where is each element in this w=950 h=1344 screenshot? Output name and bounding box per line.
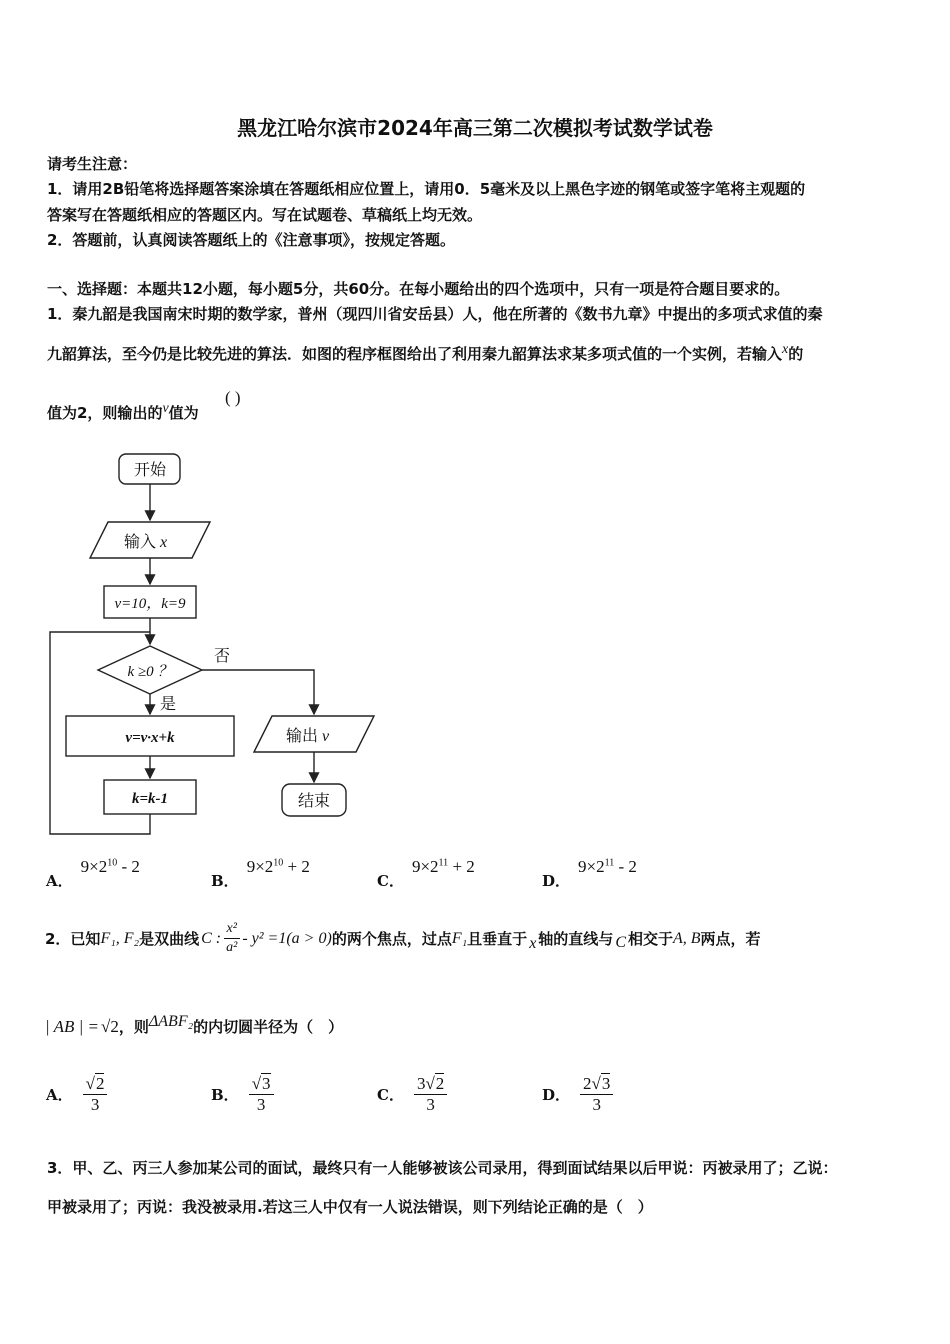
q2-text: 相交于 bbox=[627, 930, 673, 948]
q1-line-3-text: 值为2，则输出的 bbox=[47, 404, 163, 422]
section-heading: 一、选择题：本题共12小题，每小题5分，共60分。在每小题给出的四个选项中，只有一项是符合题目要求的。 bbox=[47, 280, 790, 298]
q2-text: 的内切圆半径为（ ） bbox=[193, 1018, 344, 1036]
q2-text: ，则 bbox=[118, 1018, 149, 1036]
q3-line-2: 甲被录用了；丙说：我没被录用.若这三人中仅有一人说法错误，则下列结论正确的是（ ） bbox=[47, 1198, 653, 1216]
q1-option-a[interactable] bbox=[46, 856, 140, 890]
program-flowchart bbox=[40, 448, 385, 843]
q1-answer-paren: ( ) bbox=[225, 388, 241, 407]
flow-yes-label: 是 bbox=[160, 694, 177, 713]
q2-x-var: x bbox=[529, 934, 537, 952]
flow-output-var: v bbox=[322, 728, 330, 745]
q2-ab: A, B bbox=[673, 929, 701, 947]
option-label: D． bbox=[542, 1086, 571, 1104]
option-expr: $9\times 2^{11} + 2$ bbox=[411, 857, 475, 876]
q1-line-2-end: 的 bbox=[788, 345, 804, 363]
flow-cond-label: k ≥0 ？ bbox=[127, 664, 173, 680]
q1-line-2 bbox=[47, 342, 803, 364]
q1-line-3 bbox=[47, 401, 199, 423]
q1-option-d[interactable] bbox=[542, 856, 637, 890]
flow-output-label: 输出 bbox=[286, 726, 319, 745]
q1-line-1: 1．秦九韶是我国南宋时期的数学家，普州（现四川省安岳县）人，他在所著的《数书九章》中提出的多项式求值的秦 bbox=[47, 305, 823, 323]
q1-line-2-text: 九韶算法，至今仍是比较先进的算法．如图的程序框图给出了利用秦九韶算法求某多项式值的一个实例，若输入 bbox=[47, 345, 783, 363]
flow-input-var: x bbox=[160, 534, 168, 551]
option-fraction: $\frac{√3}{3}$ bbox=[249, 1074, 274, 1115]
flow-no-line bbox=[202, 670, 314, 714]
q2-foci: F₁, F₂ bbox=[100, 929, 140, 947]
q2-curve-rest: - y² =1(a > 0) bbox=[242, 929, 332, 947]
notice-line-1: 1．请用2B铅笔将选择题答案涂填在答题纸相应位置上，请用0．5毫米及以上黑色字迹的钢笔或签字笔将主观题的 bbox=[47, 180, 806, 198]
q3-line-1: 3．甲、乙、丙三人参加某公司的面试，最终只有一人能够被该公司录用，得到面试结果以后甲说：丙被录用了；乙说： bbox=[47, 1159, 838, 1177]
q2-condition-right: √2 bbox=[101, 1016, 119, 1036]
q2-f1: F₁ bbox=[451, 929, 468, 947]
q2-option-c[interactable] bbox=[377, 1074, 447, 1115]
option-label: B． bbox=[211, 872, 239, 890]
flow-input-label: 输入 bbox=[124, 532, 157, 551]
flow-start-label: 开始 bbox=[133, 460, 167, 479]
q2-line-2 bbox=[45, 1012, 344, 1037]
option-expr: $9\times 2^{10} + 2$ bbox=[246, 857, 310, 876]
option-label: A． bbox=[46, 872, 73, 890]
q2-text: 是双曲线 bbox=[139, 930, 200, 948]
q1-line-3-end: 值为 bbox=[168, 404, 199, 422]
q1-var-v: v bbox=[162, 401, 169, 416]
option-fraction: $\frac{3√2}{3}$ bbox=[414, 1074, 447, 1115]
q2-text: 2．已知 bbox=[45, 930, 101, 948]
flow-end-label: 结束 bbox=[297, 791, 331, 810]
option-fraction: $\frac{√2}{3}$ bbox=[83, 1074, 108, 1115]
q2-curve-c: C : bbox=[201, 929, 222, 947]
q2-text: 的两个焦点，过点 bbox=[331, 930, 452, 948]
q2-text: 两点，若 bbox=[700, 930, 761, 948]
notice-heading: 请考生注意： bbox=[47, 155, 138, 173]
option-expr: $9\times 2^{10} - 2$ bbox=[80, 857, 140, 876]
q2-c-var: C bbox=[615, 933, 626, 951]
q1-option-c[interactable] bbox=[377, 856, 475, 890]
flow-no-label: 否 bbox=[214, 646, 231, 665]
option-label: D． bbox=[542, 872, 571, 890]
q2-option-b[interactable] bbox=[211, 1074, 274, 1115]
q2-line-1 bbox=[45, 920, 761, 957]
q2-condition-left: | AB | = bbox=[45, 1016, 100, 1036]
q2-text: 且垂直于 bbox=[467, 930, 528, 948]
flow-body-label: v=v·x+k bbox=[125, 730, 175, 746]
q1-var-x: x bbox=[782, 342, 789, 357]
q2-triangle: ΔABF₂ bbox=[148, 1012, 194, 1030]
option-fraction: $\frac{2√3}{3}$ bbox=[580, 1074, 613, 1115]
flow-init-label: v=10，k=9 bbox=[114, 596, 186, 612]
flow-dec-label: k=k-1 bbox=[131, 791, 169, 807]
option-label: C． bbox=[377, 872, 404, 890]
option-label: C． bbox=[377, 1086, 404, 1104]
q1-option-b[interactable] bbox=[211, 856, 310, 890]
option-label: A． bbox=[46, 1086, 73, 1104]
notice-line-3: 2．答题前，认真阅读答题纸上的《注意事项》，按规定答题。 bbox=[47, 231, 455, 249]
notice-line-2: 答案写在答题纸相应的答题区内。写在试题卷、草稿纸上均无效。 bbox=[47, 206, 483, 224]
q2-curve-fraction: $\frac{\text{x²}}{\text{a²}}$ bbox=[223, 920, 240, 957]
q2-option-a[interactable] bbox=[46, 1074, 107, 1115]
q2-option-d[interactable] bbox=[542, 1074, 613, 1115]
page-title: 黑龙江哈尔滨市2024年高三第二次模拟考试数学试卷 bbox=[237, 116, 713, 140]
option-expr: $9\times 2^{11} - 2$ bbox=[578, 857, 637, 876]
q2-text: 轴的直线与 bbox=[538, 930, 614, 948]
option-label: B． bbox=[211, 1086, 239, 1104]
